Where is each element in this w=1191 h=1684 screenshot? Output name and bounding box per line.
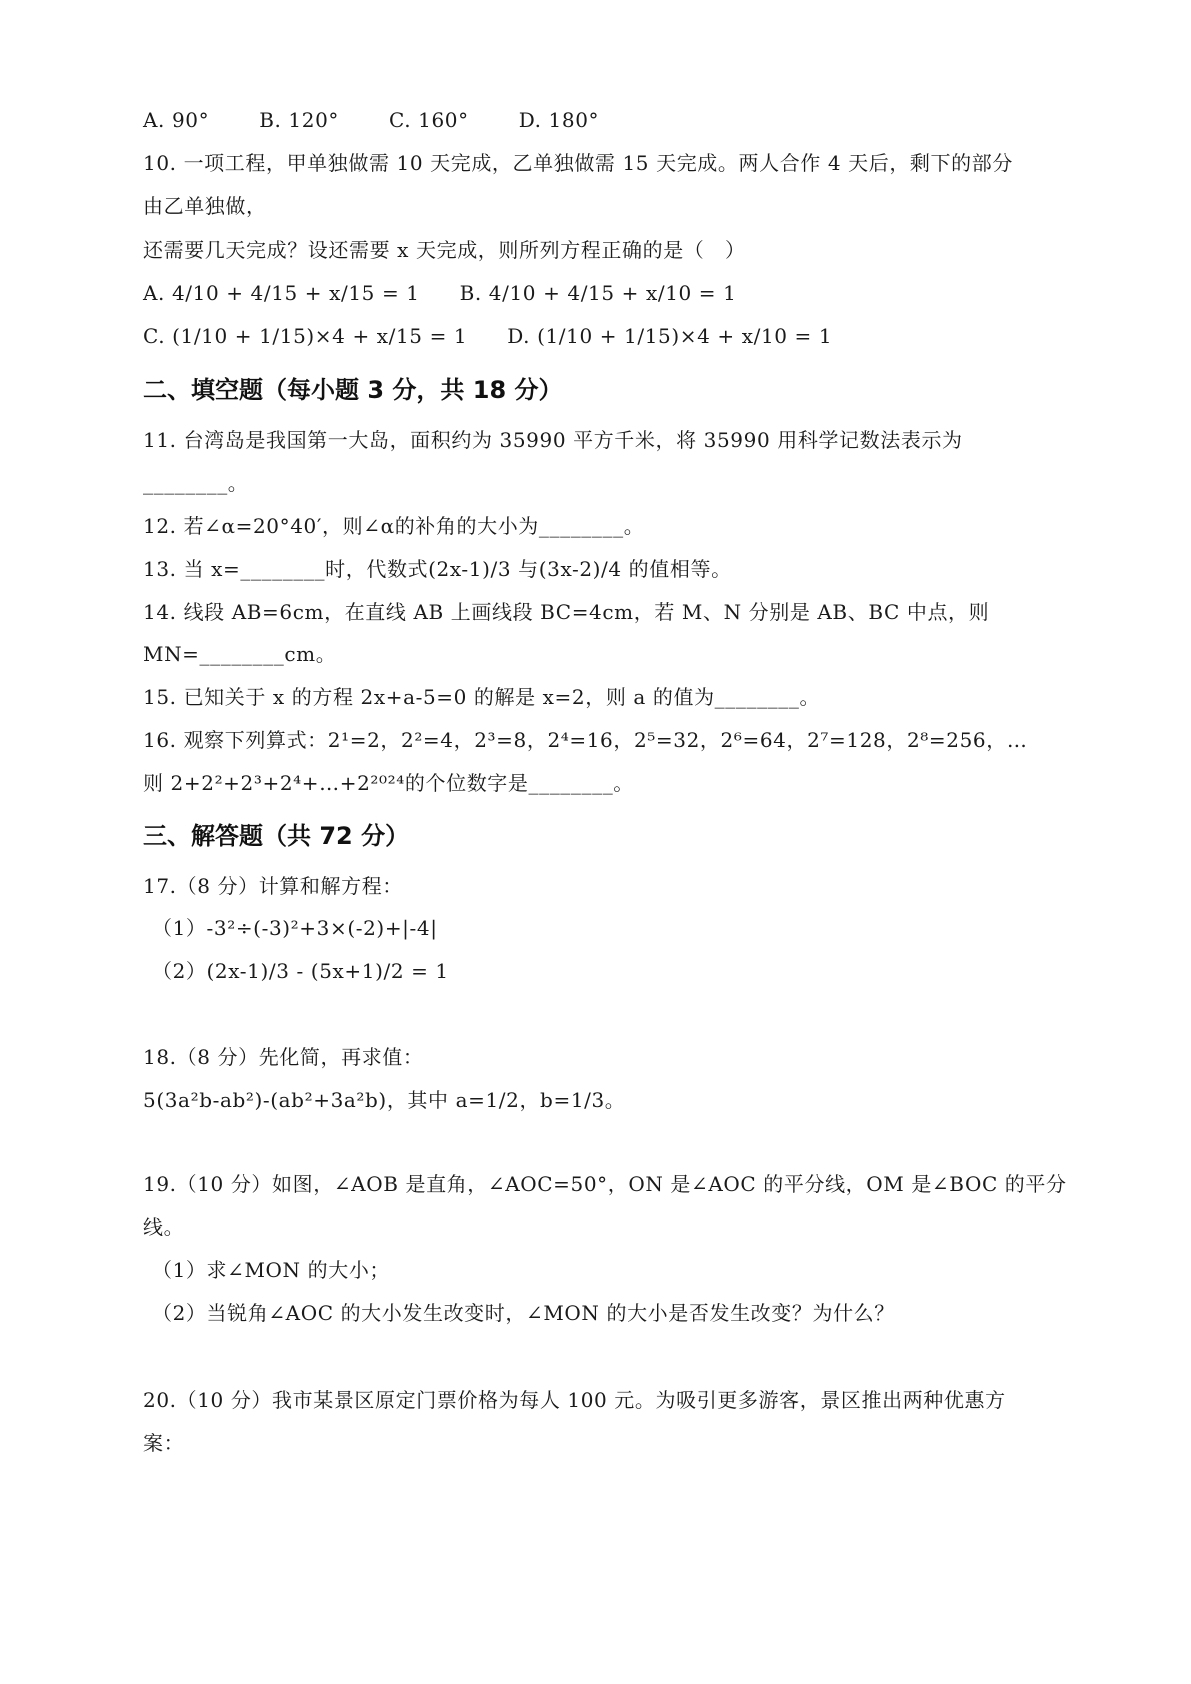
q19-part2: （2）当锐角∠AOC 的大小发生改变时，∠MON 的大小是否发生改变？为什么？ <box>152 1301 895 1325</box>
q12-line: 12. 若∠α=20°40′，则∠α的补角的大小为________。 <box>143 514 645 538</box>
q9-options <box>143 106 599 134</box>
q9-option-c: C. 160° <box>389 108 469 132</box>
q10-stem-line2: 由乙单独做， <box>143 194 267 218</box>
section3-heading: 三、解答题（共 72 分） <box>143 822 410 850</box>
q10-option-a: A. 4/10 + 4/15 + x/15 = 1 <box>143 281 420 305</box>
q16-line2: 则 2+2²+2³+2⁴+…+2²⁰²⁴的个位数字是________。 <box>143 771 634 795</box>
q17-part2: （2）(2x-1)/3 - (5x+1)/2 = 1 <box>152 959 449 983</box>
q14-line2: MN=________cm。 <box>143 642 337 666</box>
q9-option-d: D. 180° <box>518 108 600 132</box>
q10-stem-line3: 还需要几天完成？设还需要 x 天完成，则所列方程正确的是（ ） <box>143 238 746 262</box>
section2-heading: 二、填空题（每小题 3 分，共 18 分） <box>143 376 563 404</box>
q19-line2: 线。 <box>143 1215 185 1239</box>
q10-option-d: D. (1/10 + 1/15)×4 + x/10 = 1 <box>507 324 833 348</box>
q10-option-c: C. (1/10 + 1/15)×4 + x/15 = 1 <box>143 324 468 348</box>
q19-part1: （1）求∠MON 的大小； <box>152 1258 391 1282</box>
q10-option-b: B. 4/10 + 4/15 + x/10 = 1 <box>459 281 737 305</box>
q13-line: 13. 当 x=________时，代数式(2x-1)/3 与(3x-2)/4 的值相等。 <box>143 557 732 581</box>
q14-line1: 14. 线段 AB=6cm，在直线 AB 上画线段 BC=4cm，若 M、N 分别是 AB、BC 中点，则 <box>143 600 990 624</box>
q11-line2: ________。 <box>143 471 249 495</box>
q10-options-ab <box>143 279 736 307</box>
q15-line: 15. 已知关于 x 的方程 2x+a-5=0 的解是 x=2，则 a 的值为________。 <box>143 685 821 709</box>
q10-options-cd <box>143 322 832 350</box>
q10-stem-line1: 10. 一项工程，甲单独做需 10 天完成，乙单独做需 15 天完成。两人合作 4 天后，剩下的部分 <box>143 151 1013 175</box>
q16-line1: 16. 观察下列算式：2¹=2，2²=4，2³=8，2⁴=16，2⁵=32，2⁶=64，2⁷=128，2⁸=256，… <box>143 728 1028 752</box>
q17-title: 17.（8 分）计算和解方程： <box>143 874 403 898</box>
q17-part1: （1）-3²÷(-3)²+3×(-2)+|-4| <box>152 916 438 940</box>
q20-line2: 案： <box>143 1431 185 1455</box>
q20-line1: 20.（10 分）我市某景区原定门票价格为每人 100 元。为吸引更多游客，景区推出两种优惠方 <box>143 1388 1006 1412</box>
q19-line1: 19.（10 分）如图，∠AOB 是直角，∠AOC=50°，ON 是∠AOC 的平分线，OM 是∠BOC 的平分 <box>143 1172 1067 1196</box>
q9-option-b: B. 120° <box>259 108 340 132</box>
q18-expression: 5(3a²b-ab²)-(ab²+3a²b)，其中 a=1/2，b=1/3。 <box>143 1088 626 1112</box>
q11-line1: 11. 台湾岛是我国第一大岛，面积约为 35990 平方千米，将 35990 用科学记数法表示为 <box>143 428 963 452</box>
q18-title: 18.（8 分）先化简，再求值： <box>143 1045 424 1069</box>
q9-option-a: A. 90° <box>143 108 210 132</box>
